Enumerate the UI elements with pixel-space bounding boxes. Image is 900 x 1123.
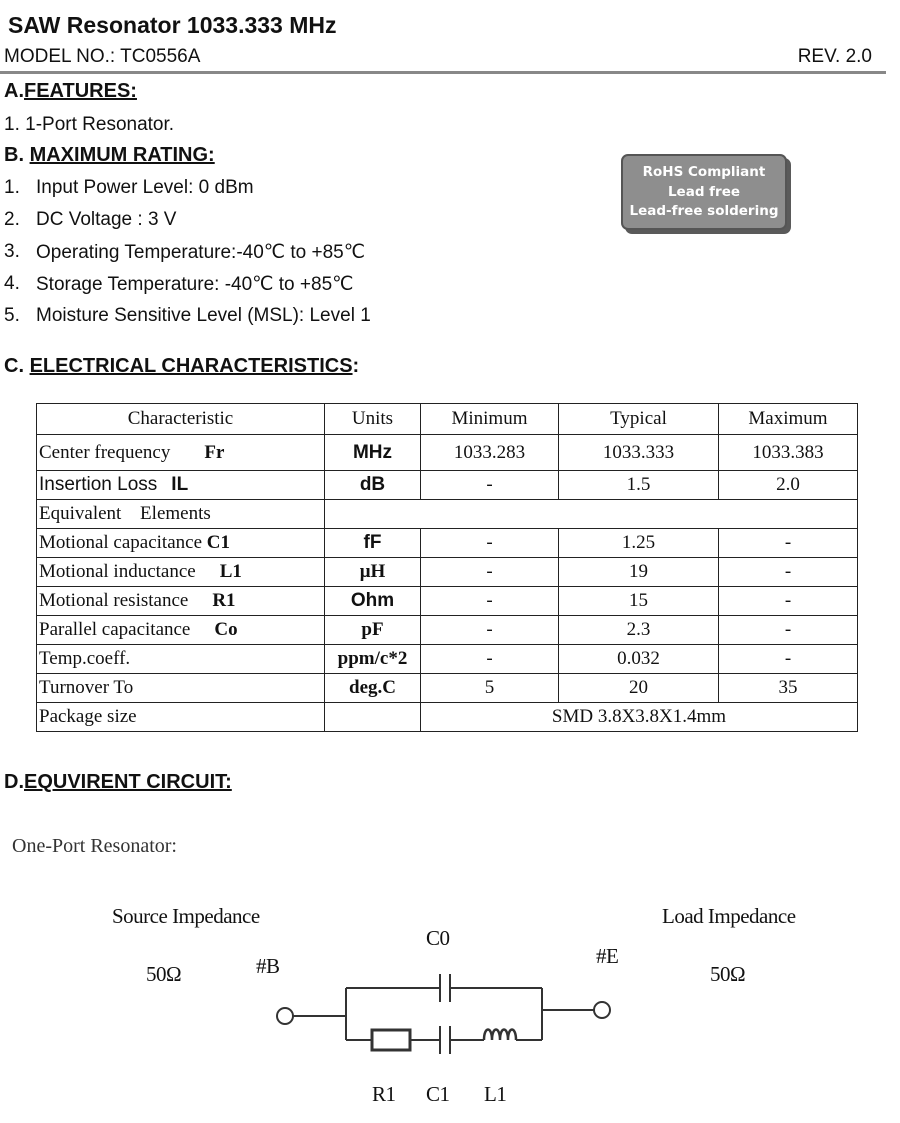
- circuit-heading: D.EQUVIRENT CIRCUIT:: [4, 771, 232, 793]
- column-header: Typical: [559, 404, 719, 435]
- model-number: MODEL NO.: TC0556A: [4, 46, 201, 67]
- rating-item: 5. Moisture Sensitive Level (MSL): Level 1: [4, 305, 371, 326]
- unit-cell: deg.C: [325, 674, 421, 703]
- typ-cell: 1033.333: [559, 435, 719, 471]
- unit-cell: pF: [325, 616, 421, 645]
- typ-cell: 15: [559, 587, 719, 616]
- table-row: [37, 616, 858, 645]
- table-row: [37, 645, 858, 674]
- max-cell: 1033.383: [719, 435, 858, 471]
- rating-item: 4. Storage Temperature: -40℃ to +85℃: [4, 273, 354, 295]
- feature-item: 1. 1-Port Resonator.: [4, 114, 175, 135]
- load-impedance-label: Load Impedance: [662, 904, 796, 928]
- unit-cell: Ohm: [325, 587, 421, 616]
- min-cell: -: [421, 471, 559, 500]
- column-header: Characteristic: [37, 404, 325, 435]
- r1-label: R1: [372, 1082, 396, 1106]
- typ-cell: 2.3: [559, 616, 719, 645]
- typ-cell: 0.032: [559, 645, 719, 674]
- unit-cell: fF: [325, 529, 421, 558]
- unit-cell: μH: [325, 558, 421, 587]
- table-row: [37, 558, 858, 587]
- revision: REV. 2.0: [797, 46, 872, 67]
- characteristic-cell: Motional capacitance C1: [37, 529, 325, 558]
- characteristic-cell: Temp.coeff.: [37, 645, 325, 674]
- empty-cell: [325, 703, 421, 732]
- max-cell: -: [719, 645, 858, 674]
- rating-item: 3. Operating Temperature:-40℃ to +85℃: [4, 241, 366, 263]
- characteristic-cell: Motional inductance L1: [37, 558, 325, 587]
- min-cell: 1033.283: [421, 435, 559, 471]
- rating-item: 2. DC Voltage : 3 V: [4, 209, 177, 230]
- characteristic-cell: Motional resistance R1: [37, 587, 325, 616]
- min-cell: -: [421, 529, 559, 558]
- unit-cell: MHz: [325, 435, 421, 471]
- r1-resistor: [372, 1030, 410, 1050]
- min-cell: 5: [421, 674, 559, 703]
- max-cell: -: [719, 616, 858, 645]
- table-row: [37, 703, 858, 732]
- rohs-badge: [621, 154, 787, 230]
- c1-label: C1: [426, 1082, 450, 1106]
- table-row: [37, 529, 858, 558]
- table-row: [37, 674, 858, 703]
- node-b-label: #B: [256, 954, 280, 978]
- load-impedance-value: 50Ω: [710, 962, 746, 986]
- max-cell: -: [719, 587, 858, 616]
- min-cell: -: [421, 587, 559, 616]
- characteristic-cell: Turnover To: [37, 674, 325, 703]
- min-cell: -: [421, 616, 559, 645]
- rating-item: 1. Input Power Level: 0 dBm: [4, 177, 254, 198]
- typ-cell: 20: [559, 674, 719, 703]
- header-divider: [0, 71, 886, 74]
- circuit-subheading: One-Port Resonator:: [12, 835, 177, 857]
- characteristic-cell: Equivalent Elements: [37, 500, 325, 529]
- table-row: [37, 587, 858, 616]
- typ-cell: 1.5: [559, 471, 719, 500]
- badge-line: RoHS Compliant: [642, 164, 766, 180]
- table-row: [37, 471, 858, 500]
- empty-cell: [325, 500, 858, 529]
- source-impedance-value: 50Ω: [146, 962, 182, 986]
- characteristic-cell: Package size: [37, 703, 325, 732]
- table-row: [37, 435, 858, 471]
- max-cell: -: [719, 529, 858, 558]
- column-header: Maximum: [719, 404, 858, 435]
- table-header-row: [37, 404, 858, 435]
- page-title: SAW Resonator 1033.333 MHz: [8, 12, 337, 38]
- characteristic-cell: Center frequency Fr: [37, 435, 325, 471]
- l1-inductor: [484, 1030, 516, 1041]
- min-cell: -: [421, 558, 559, 587]
- features-heading: A.FEATURES:: [4, 80, 137, 102]
- unit-cell: dB: [325, 471, 421, 500]
- equivalent-circuit-diagram: [0, 960, 900, 1070]
- terminal-e: [594, 1002, 610, 1018]
- typ-cell: 19: [559, 558, 719, 587]
- electrical-heading: C. ELECTRICAL CHARACTERISTICS:: [4, 355, 360, 377]
- badge-line: Lead free: [667, 183, 741, 200]
- badge-line: Lead-free soldering: [629, 203, 779, 219]
- characteristic-cell: Insertion Loss IL: [37, 471, 325, 500]
- terminal-b: [277, 1008, 293, 1024]
- min-cell: -: [421, 645, 559, 674]
- l1-label: L1: [484, 1082, 507, 1106]
- max-cell: 2.0: [719, 471, 858, 500]
- table-row: [37, 500, 858, 529]
- electrical-characteristics-table: [36, 403, 858, 732]
- column-header: Minimum: [421, 404, 559, 435]
- package-size-value: SMD 3.8X3.8X1.4mm: [421, 703, 858, 732]
- typ-cell: 1.25: [559, 529, 719, 558]
- unit-cell: ppm/c*2: [325, 645, 421, 674]
- column-header: Units: [325, 404, 421, 435]
- node-e-label: #E: [596, 944, 619, 968]
- max-cell: -: [719, 558, 858, 587]
- maximum-rating-heading: B. MAXIMUM RATING:: [4, 144, 215, 166]
- source-impedance-label: Source Impedance: [112, 904, 260, 928]
- max-cell: 35: [719, 674, 858, 703]
- characteristic-cell: Parallel capacitance Co: [37, 616, 325, 645]
- c0-label: C0: [426, 926, 450, 950]
